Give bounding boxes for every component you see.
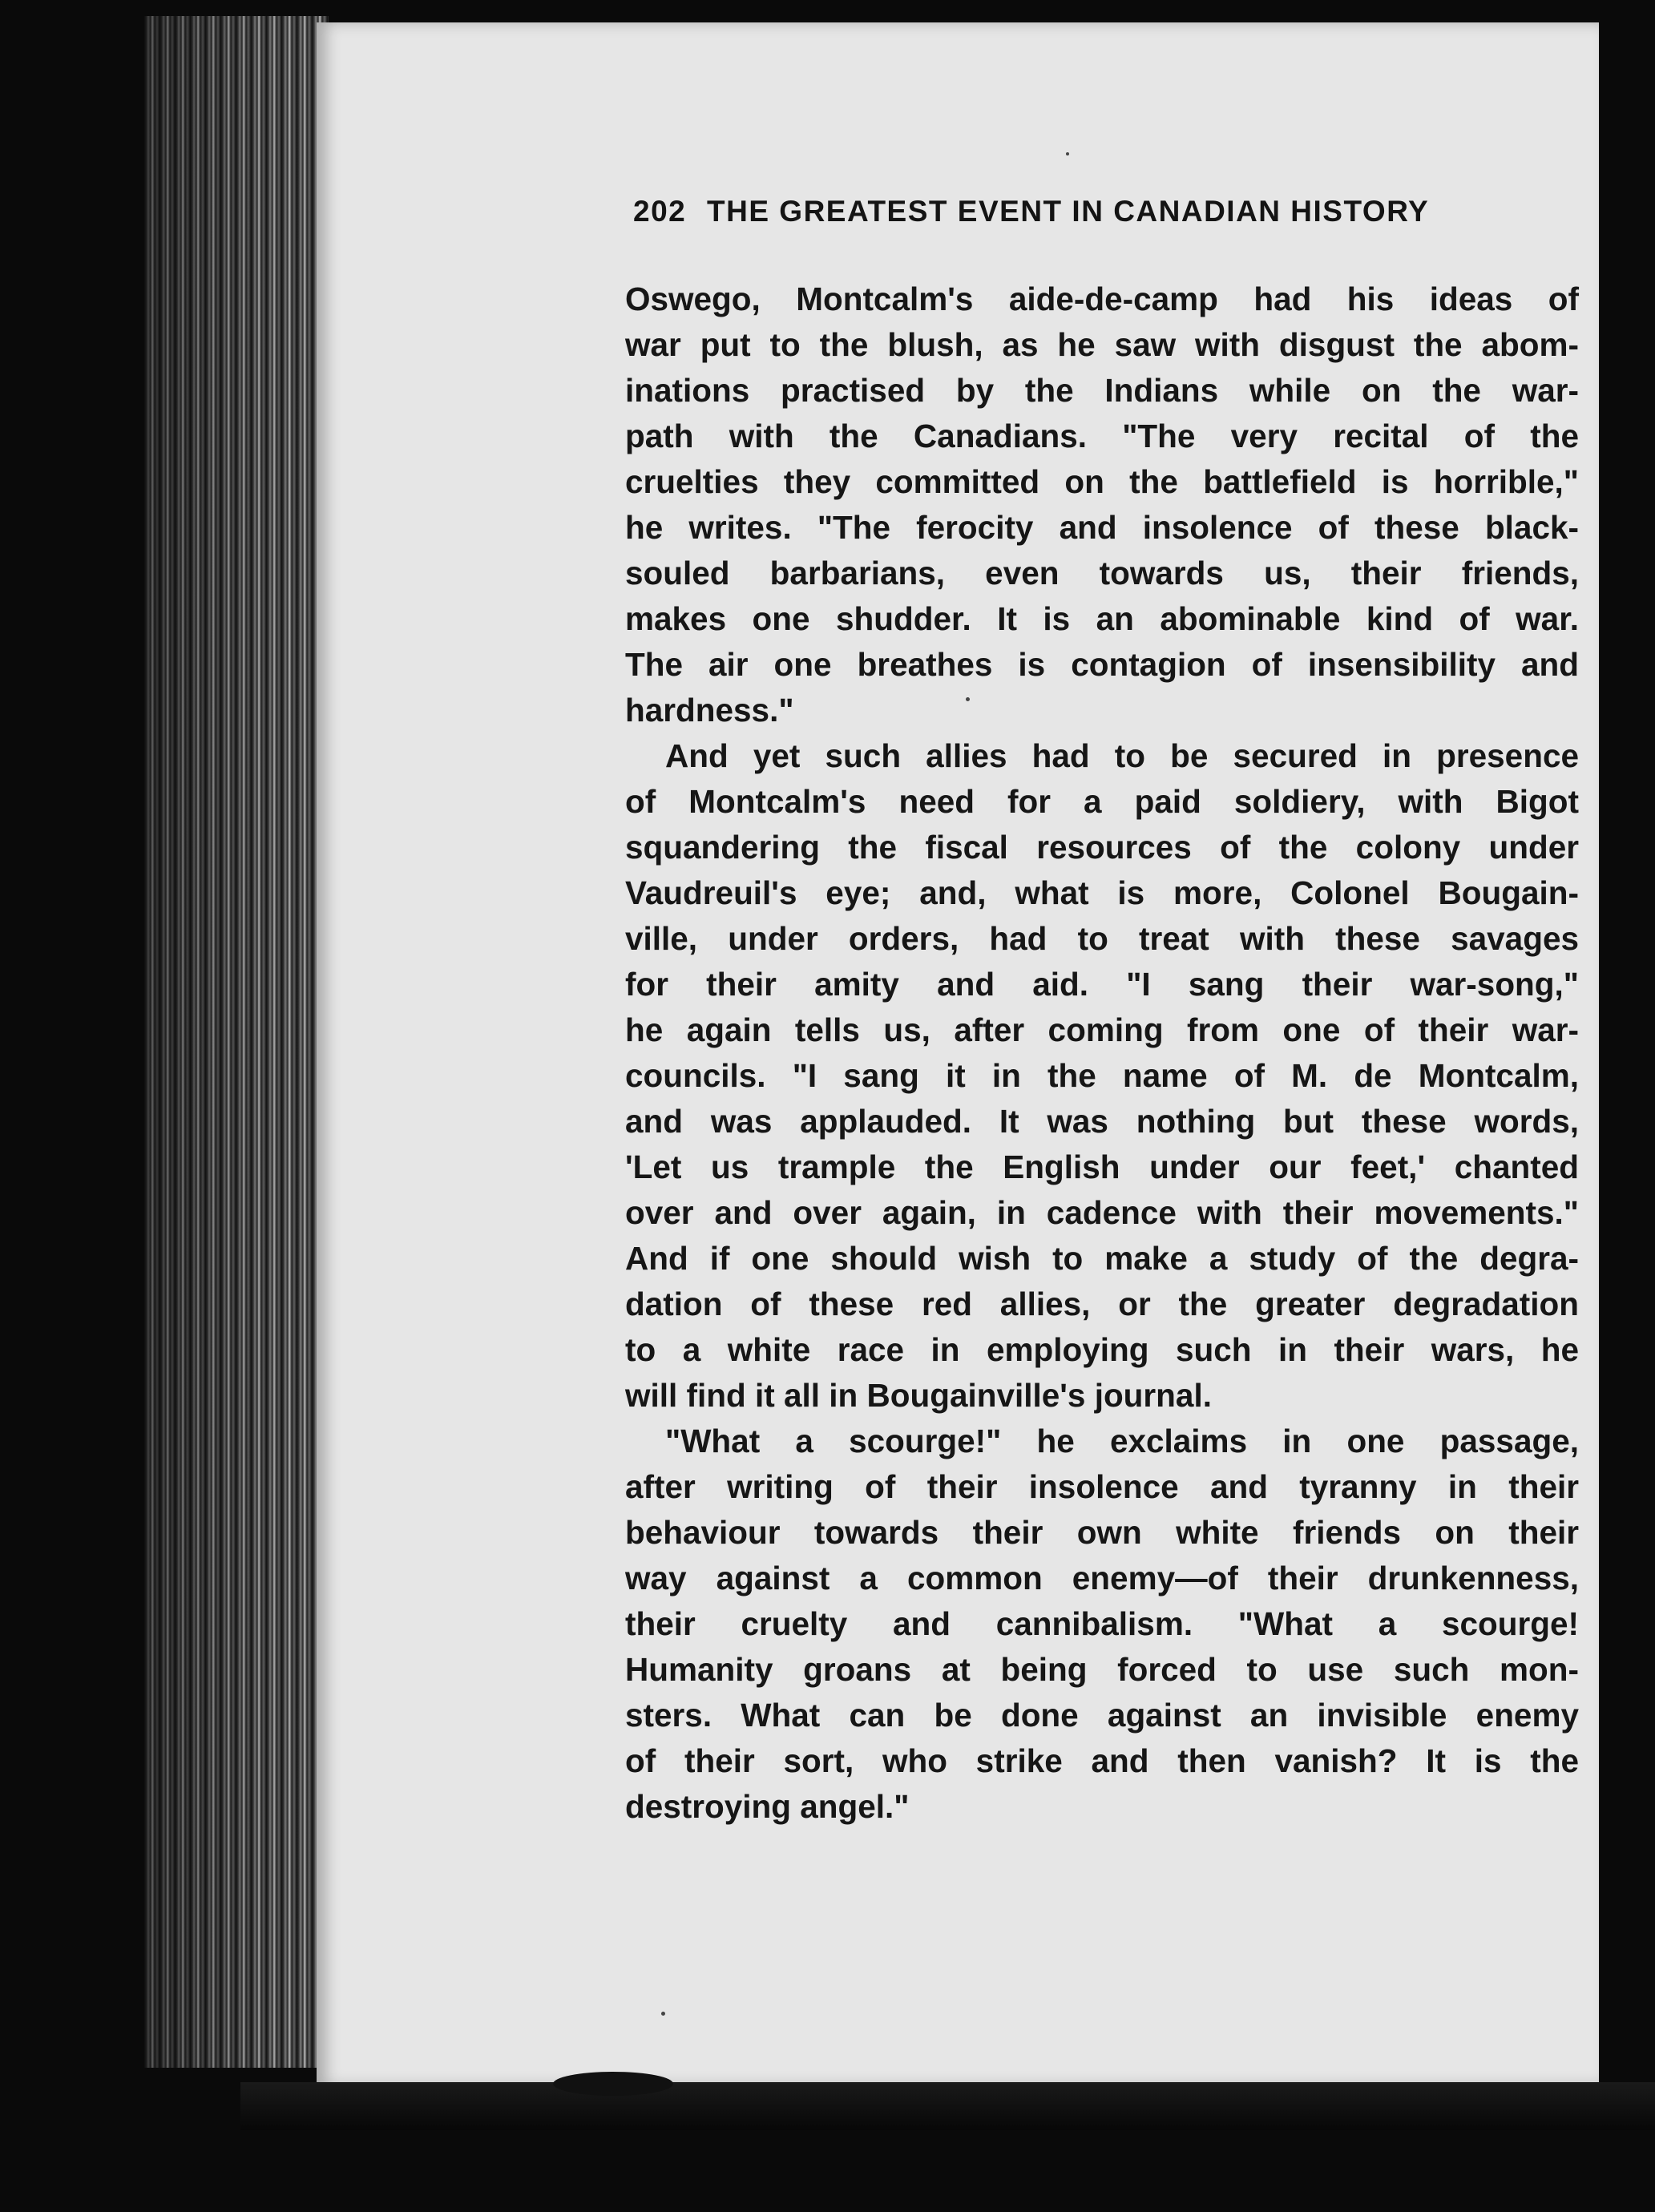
paragraph-1 — [625, 276, 1579, 733]
text-line: behaviour towards their own white friends on their — [625, 1514, 1579, 1551]
text-line: after writing of their insolence and tyranny in their — [625, 1468, 1579, 1505]
text-line: hardness." — [625, 692, 794, 729]
running-head-title: THE GREATEST EVENT IN CANADIAN HISTORY — [707, 195, 1430, 228]
text-line: their cruelty and cannibalism. "What a scourge! — [625, 1605, 1579, 1642]
text-line: dation of these red allies, or the greater degradation — [625, 1286, 1579, 1322]
running-head — [633, 195, 1535, 228]
paragraph-2 — [625, 733, 1579, 1419]
book-page-edges-shadow — [144, 16, 329, 2068]
text-line: souled barbarians, even towards us, their friends, — [625, 555, 1579, 591]
scan-speck — [661, 2012, 665, 2016]
text-line: 'Let us trample the English under our feet,' chanted — [625, 1148, 1579, 1185]
text-line: makes one shudder. It is an abominable kind of war. — [625, 600, 1579, 637]
page-number: 202 — [633, 195, 687, 228]
text-line: And yet such allies had to be secured in presence — [665, 737, 1579, 774]
text-line: Vaudreuil's eye; and, what is more, Colonel Bougain- — [625, 874, 1579, 911]
text-line: way against a common enemy—of their drunkenness, — [625, 1560, 1579, 1596]
book-bottom-edge — [240, 2082, 1655, 2130]
text-line: squandering the fiscal resources of the colony under — [625, 829, 1579, 866]
text-line: and was applauded. It was nothing but these words, — [625, 1103, 1579, 1140]
text-line: sters. What can be done against an invisible enemy — [625, 1697, 1579, 1734]
text-line: of Montcalm's need for a paid soldiery, with Bigot — [625, 783, 1579, 820]
text-line: to a white race in employing such in their wars, he — [625, 1331, 1579, 1368]
text-line: for their amity and aid. "I sang their war-song," — [625, 966, 1579, 1003]
text-line: Oswego, Montcalm's aide-de-camp had his ideas of — [625, 281, 1579, 317]
text-line: of their sort, who strike and then vanish? It is the — [625, 1742, 1579, 1779]
text-line: The air one breathes is contagion of insensibility and — [625, 646, 1579, 683]
text-line: will find it all in Bougainville's journal. — [625, 1377, 1212, 1414]
text-line: councils. "I sang it in the name of M. de Montcalm, — [625, 1057, 1579, 1094]
scan-speck — [1066, 152, 1069, 155]
paragraph-3 — [625, 1419, 1579, 1830]
text-line: inations practised by the Indians while on the war- — [625, 372, 1579, 409]
text-line: war put to the blush, as he saw with disgust the abom- — [625, 326, 1579, 363]
text-line: destroying angel." — [625, 1788, 910, 1825]
text-line: over and over again, in cadence with their movements." — [625, 1194, 1579, 1231]
text-line: "What a scourge!" he exclaims in one passage, — [665, 1423, 1579, 1459]
scan-smudge — [553, 2072, 673, 2096]
text-line: he again tells us, after coming from one of their war- — [625, 1011, 1579, 1048]
text-line: he writes. "The ferocity and insolence of these black- — [625, 509, 1579, 546]
text-line: path with the Canadians. "The very recital of the — [625, 418, 1579, 454]
text-line: And if one should wish to make a study of the degra- — [625, 1240, 1579, 1277]
text-line: ville, under orders, had to treat with these savages — [625, 920, 1579, 957]
text-line: Humanity groans at being forced to use such mon- — [625, 1651, 1579, 1688]
text-line: cruelties they committed on the battlefield is horrible," — [625, 463, 1579, 500]
body-text — [625, 276, 1579, 1830]
